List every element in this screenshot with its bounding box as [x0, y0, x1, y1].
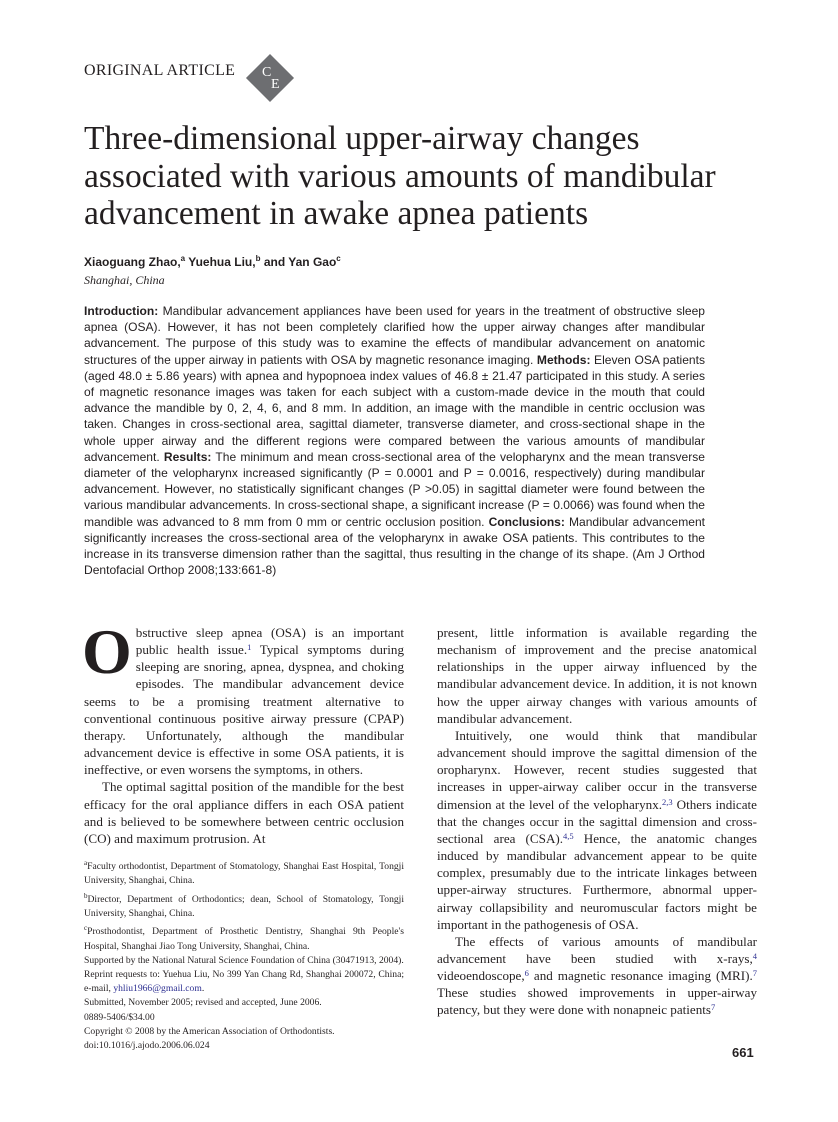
- body-column-right: [437, 624, 757, 1019]
- article-title: Three-dimensional upper-airway changes associated with various amounts of mandibular advancement in awake apnea patients: [84, 120, 716, 232]
- footnotes: [84, 856, 404, 1053]
- footnote-reprint: [84, 968, 404, 996]
- footnote-support: Supported by the National Natural Science Foundation of China (30471913, 2004).: [84, 954, 404, 966]
- page-number: 661: [732, 1045, 754, 1060]
- body-text: Hence, the anatomic changes induced by mandibular advancement appear to be quite complex, presumably due to the intricate linkages between upper-airway structures. Furthermore, abnormal upper-airway collapsibility and neuromuscular factors might be important in the pathogenesis of OSA.: [437, 830, 757, 932]
- abstract-methods-text: Eleven OSA patients (aged 48.0 ± 5.86 years) with apnea and hypopnoea index values of 46.8 ± 21.47 participated in this study. A series of magnetic resonance images was taken for each subject with a custom-made device in the mouth that could advance the mandible by 0, 2, 4, 6, and 8 mm. In addition, an image with the mandible in centric occlusion was taken. Changes in cross-sectional area, sagittal diameter, transverse diameter, and cross-sectional shape in the whole upper airway and the different regions were compared between the various amounts of mandibular advancement.: [84, 352, 705, 464]
- footnote-submitted: Submitted, November 2005; revised and accepted, June 2006.: [84, 997, 322, 1009]
- drop-cap: O: [82, 616, 132, 687]
- body-paragraph: [437, 933, 757, 1019]
- abstract-conclusions-text: Mandibular advancement significantly increases the cross-sectional area of the velopharynx in awake OSA patients. This contributes to the increase in its transverse dimension rather than the sagittal, thus resulting in the change of its shape. (Am J Orthod Dentofacial Orthop 2008;133:661-8): [84, 514, 705, 578]
- footnote-text: Faculty orthodontist, Department of Stomatology, Shanghai East Hospital, Tongji University, Shanghai, China.: [84, 861, 404, 887]
- abstract-methods-label: Methods:: [536, 352, 591, 367]
- body-paragraph: [82, 616, 405, 778]
- body-text: The effects of various amounts of mandibular advancement have been studied with x-rays,: [437, 933, 757, 966]
- body-paragraph: [437, 727, 757, 933]
- body-text: and magnetic resonance imaging (MRI).: [528, 968, 753, 984]
- affiliation-mark: a: [180, 254, 186, 263]
- author-name: Yuehua Liu,: [188, 255, 256, 269]
- author-name: Xiaoguang Zhao,: [84, 255, 181, 269]
- footnote-affiliation-b: [84, 889, 404, 922]
- body-text: Others indicate that the changes occur in the sagittal dimension and cross-sectional area (CSA).: [437, 796, 757, 846]
- footnote-mark: c: [84, 924, 88, 933]
- body-column-left: [82, 616, 405, 847]
- abstract: [84, 303, 705, 578]
- abstract-results-label: Results:: [163, 449, 212, 464]
- citation-link[interactable]: 4,5: [563, 830, 574, 841]
- continuing-education-badge-icon: [245, 53, 295, 103]
- abstract-intro-label: Introduction:: [84, 304, 159, 318]
- citation-link[interactable]: 7: [711, 1002, 716, 1013]
- footnote-text: Reprint requests to: Yuehua Liu, No 399 Yan Chang Rd, Shanghai 200072, China; e-mail,: [84, 968, 404, 995]
- affiliation-mark: b: [255, 254, 261, 263]
- body-text: These studies showed improvements in upper-airway patency, but they were done with nonapneic patients: [437, 985, 757, 1018]
- body-paragraph: present, little information is available regarding the mechanism of improvement and the precise anatomical relationships in the upper airway influenced by the mandibular advancement device. In addition, it is not known how the upper airway changes with various amounts of mandibular advancement.: [437, 625, 757, 726]
- footnote-mark: a: [84, 859, 88, 867]
- badge-letter-c: C: [262, 65, 272, 80]
- author-location: Shanghai, China: [84, 273, 165, 287]
- body-paragraph: The optimal sagittal position of the mandible for the best efficacy for the oral appliance differs in each OSA patient and is believed to be somewhere between centric occlusion (CO) and maximum protrusion. At: [84, 779, 404, 846]
- abstract-conclusions-label: Conclusions:: [488, 514, 565, 529]
- footnote-copyright: Copyright © 2008 by the American Association of Orthodontists.: [84, 1025, 335, 1037]
- citation-link[interactable]: 2,3: [662, 796, 673, 807]
- body-text: bstructive sleep apnea (OSA) is an important public health issue.: [135, 625, 404, 658]
- body-text: Intuitively, one would think that mandibular advancement should improve the sagittal dimension of the oropharynx. However, recent studies suggested that increases in upper-airway caliber occur in the transverse dimension at the level of the velopharynx.: [437, 727, 757, 812]
- footnote-mark: b: [84, 891, 88, 900]
- affiliation-mark: c: [336, 254, 341, 263]
- body-text: Typical symptoms during sleeping are snoring, apnea, dyspnea, and choking episodes. The mandibular advancement device seems to be a promising treatment alternative to conventional continuous positive airway pressure (CPAP) therapy. Unfortunately, although the mandibular advancement device is effective in some OSA patients, it is ineffective, or even worsens the symptoms, in others.: [84, 642, 405, 778]
- body-text: videoendoscope,: [437, 968, 525, 984]
- footnote-affiliation-c: [84, 921, 404, 954]
- footnote-doi: doi:10.1016/j.ajodo.2006.06.024: [84, 1040, 210, 1051]
- abstract-results-text: The minimum and mean cross-sectional area of the velopharynx and the mean transverse diameter of the velopharynx increased significantly (P = 0.0001 and P = 0.0016, respectively) during mandibular advancement. However, no statistically significant changes (P >0.05) in sagittal diameter were found between the various mandibular advancements. In cross-sectional shape, a significant increase (P = 0.0066) was found when the mandible was advanced to 8 mm from 0 mm or centric occlusion position.: [84, 449, 705, 529]
- footnote-text: Director, Department of Orthodontics; dean, School of Stomatology, Tongji University, Shanghai, China.: [84, 893, 404, 919]
- citation-link[interactable]: 6: [524, 968, 529, 979]
- author-name: and Yan Gao: [263, 255, 337, 269]
- citation-link[interactable]: 1: [247, 642, 252, 653]
- abstract-intro-text: Mandibular advancement appliances have been used for years in the treatment of obstructive sleep apnea (OSA). However, it has not been completely clarified how the upper airway changes after mandibular advancement. The purpose of this study was to examine the effects of mandibular advancement on anatomic structures of the upper airway in patients with OSA by magnetic resonance imaging.: [84, 304, 705, 367]
- footnote-affiliation-a: [84, 856, 404, 889]
- footnote-text: .: [201, 983, 205, 995]
- citation-link[interactable]: 7: [752, 968, 757, 979]
- footnote-text: Prosthodontist, Department of Prosthetic Dentistry, Shanghai 9th People's Hospital, Shanghai Jiao Tong University, Shanghai, China.: [84, 926, 404, 952]
- badge-letter-e: E: [271, 77, 280, 92]
- footnote-issn: 0889-5406/$34.00: [84, 1011, 155, 1023]
- section-label: ORIGINAL ARTICLE: [84, 62, 236, 79]
- author-list: [84, 254, 341, 269]
- email-link[interactable]: yhliu1966@gmail.com: [113, 983, 202, 995]
- citation-link[interactable]: 4: [752, 950, 757, 961]
